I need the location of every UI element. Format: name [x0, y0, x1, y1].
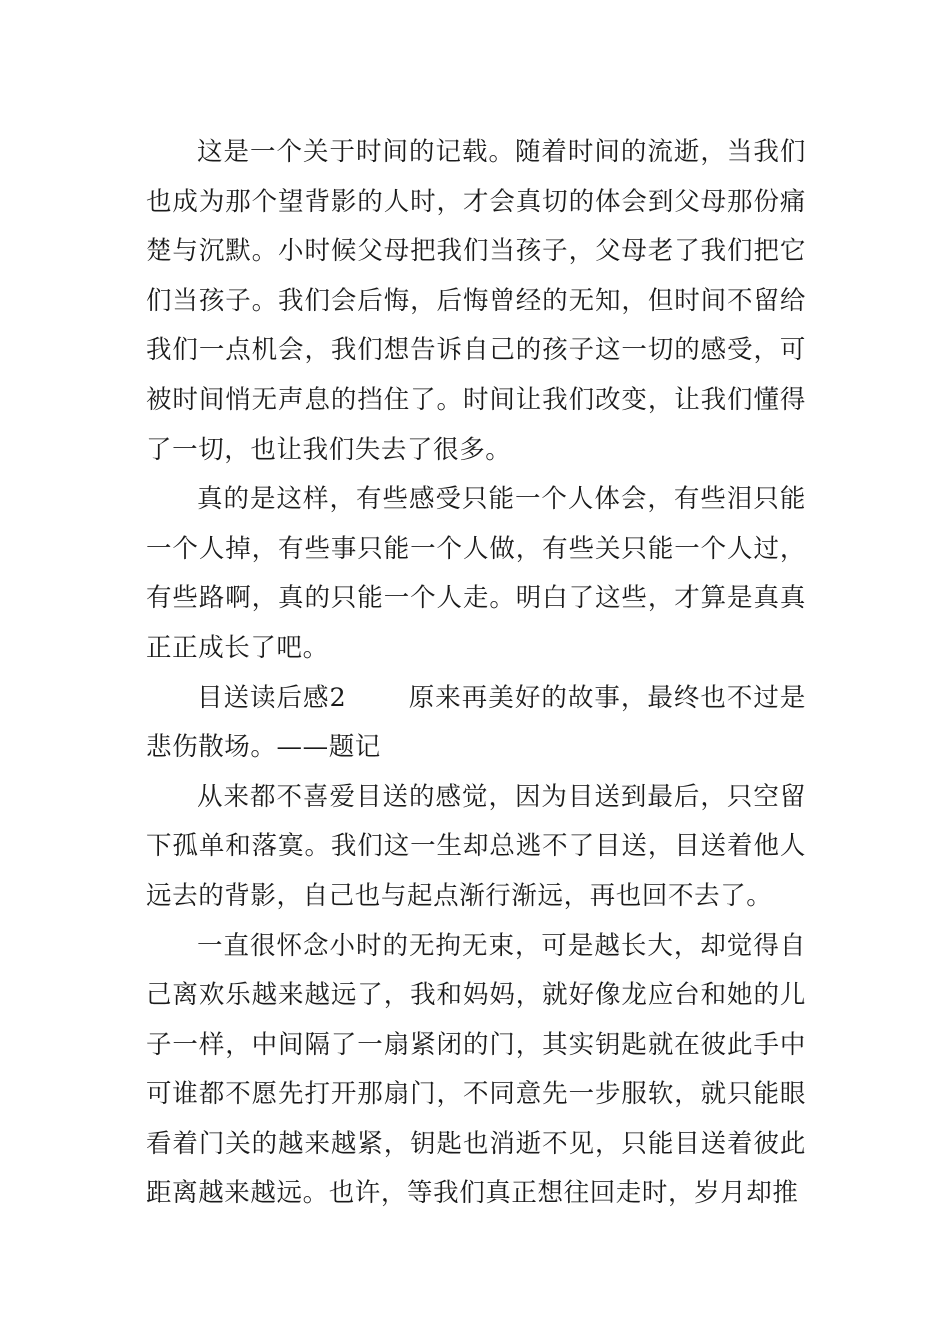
paragraph-2: 真的是这样，有些感受只能一个人体会，有些泪只能一个人掉，有些事只能一个人做，有些关只能一个人过，有些路啊，真的只能一个人走。明白了这些，才算是真真正正成长了吧。	[146, 484, 806, 663]
section-epigraph: 原来再美好的故事，最终也不过是悲伤散场。——题记	[146, 682, 806, 763]
paragraph-1: 这是一个关于时间的记载。随着时间的流逝，当我们也成为那个望背影的人时，才会真切的体会到父母那份痛楚与沉默。小时候父母把我们当孩子，父母老了我们把它们当孩子。我们会后悔，后悔曾经的无知，但时间不留给我们一点机会，我们想告诉自己的孩子这一切的感受，可被时间悄无声息的挡住了。时间让我们改变，让我们懂得了一切，也让我们失去了很多。	[146, 137, 806, 465]
paragraph-3: 从来都不喜爱目送的感觉，因为目送到最后，只空留下孤单和落寞。我们这一生却总逃不了目送，目送着他人远去的背影，自己也与起点渐行渐远，再也回不去了。	[146, 781, 806, 911]
section-title: 目送读后感2	[197, 682, 347, 713]
section-heading-line	[146, 674, 806, 773]
paragraph-4: 一直很怀念小时的无拘无束，可是越长大，却觉得自己离欢乐越来越远了，我和妈妈，就好像龙应台和她的儿子一样，中间隔了一扇紧闭的门，其实钥匙就在彼此手中可谁都不愿先打开那扇门，不同意先一步服软，就只能眼看着门关的越来越紧，钥匙也消逝不见，只能目送着彼此距离越来越远。也许，等我们真正想往回走时，岁月却推	[146, 930, 806, 1209]
document-body	[146, 128, 806, 1219]
